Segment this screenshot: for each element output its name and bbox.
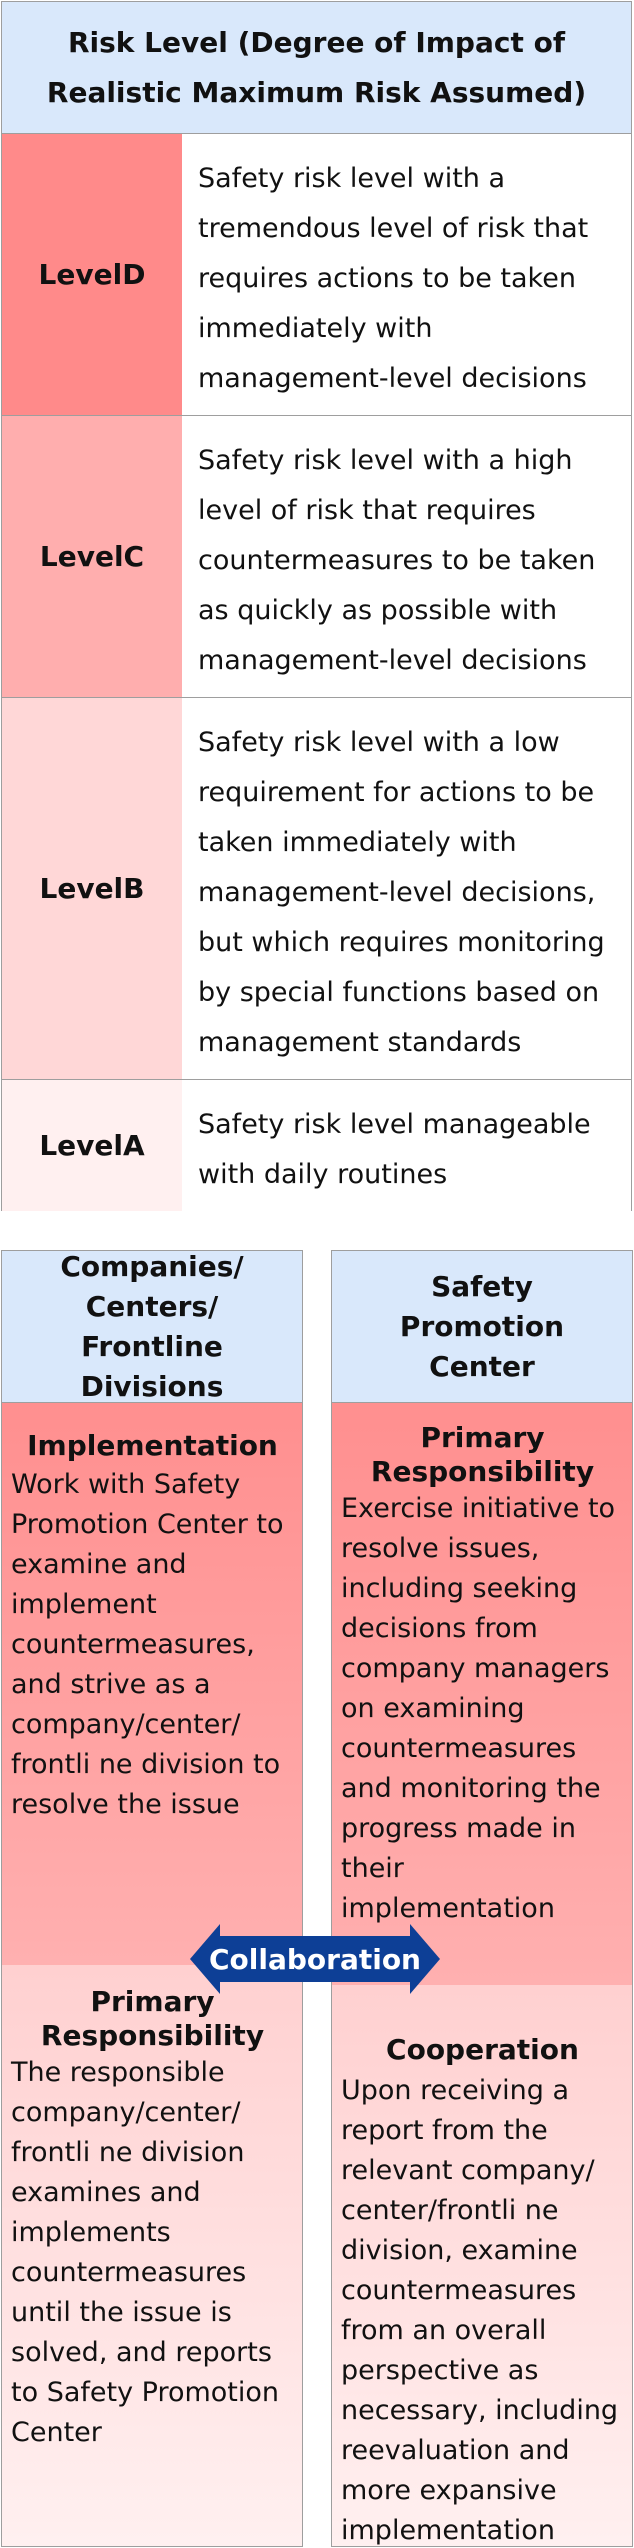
block-text: The responsible company/center/ frontli ne division examines and implements countermeasures until the issue is solved, and reports to Safety Promotion Center xyxy=(11,2057,280,2448)
block-title: Implementation xyxy=(27,1429,278,1462)
risk-level-description: Safety risk level with a tremendous level of risk that requires actions to be taken immediately with management-level decisions xyxy=(182,134,631,415)
block-title: Primary Responsibility xyxy=(370,1421,595,1488)
block-title: Cooperation xyxy=(386,2033,579,2066)
risk-level-table xyxy=(1,1,632,1211)
implementation-block xyxy=(2,1403,302,1965)
block-text: Exercise initiative to resolve issues, including seeking decisions from company managers on examining countermeasures and monitoring the progress made in their implementation xyxy=(341,1493,616,1924)
risk-row-level-b xyxy=(2,698,631,1080)
risk-row-level-c xyxy=(2,416,631,698)
frontline-divisions-column xyxy=(1,1250,303,2547)
collaboration-arrow xyxy=(190,1924,440,1994)
safety-promotion-center-column xyxy=(331,1250,633,2547)
risk-level-label: LevelA xyxy=(2,1080,182,1211)
column-header: Companies/ Centers/ Frontline Divisions xyxy=(2,1251,302,1403)
block-title: Primary Responsibility xyxy=(40,1985,265,2052)
primary-responsibility-block xyxy=(332,1403,632,1985)
block-text: Upon receiving a report from the relevant company/ center/frontli ne division, examine countermeasures from an overall perspective as necessary, including reevaluation and more expansive implementation xyxy=(341,2075,619,2546)
risk-row-level-d xyxy=(2,134,631,416)
primary-responsibility-block xyxy=(2,1965,302,2546)
risk-row-level-a xyxy=(2,1080,631,1211)
risk-level-description: Safety risk level with a high level of risk that requires countermeasures to be taken as quickly as possible with management-level decisions xyxy=(182,416,631,697)
collaboration-label: Collaboration xyxy=(208,1942,421,1976)
risk-level-label: LevelD xyxy=(2,134,182,415)
risk-level-label: LevelB xyxy=(2,698,182,1079)
risk-level-description: Safety risk level manageable with daily routines xyxy=(182,1080,631,1211)
block-text: Work with Safety Promotion Center to examine and implement countermeasures, and strive as a company/center/ frontli ne division to resolve the issue xyxy=(11,1469,284,1820)
risk-level-description: Safety risk level with a low requirement for actions to be taken immediately with management-level decisions, but which requires monitoring by special functions based on management standards xyxy=(182,698,631,1079)
cooperation-block xyxy=(332,1985,632,2546)
risk-level-label: LevelC xyxy=(2,416,182,697)
risk-table-header: Risk Level (Degree of Impact of Realistic Maximum Risk Assumed) xyxy=(2,2,631,134)
column-header: Safety Promotion Center xyxy=(332,1251,632,1403)
